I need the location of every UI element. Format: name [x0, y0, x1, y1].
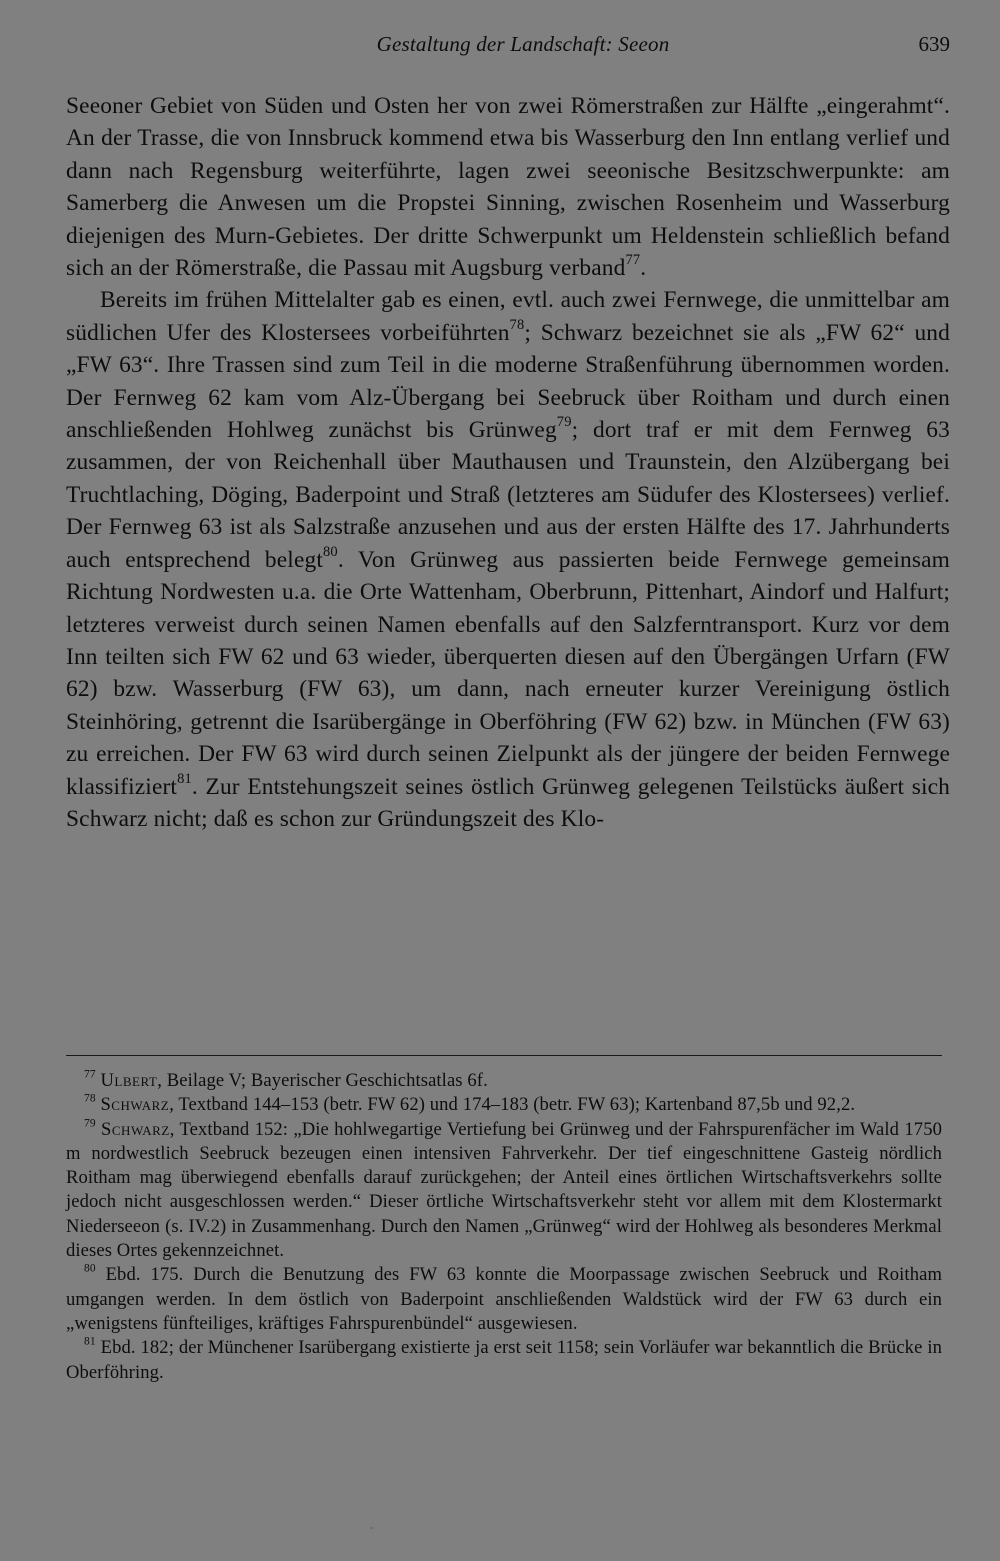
- footnote-ref-80: 80: [323, 543, 338, 560]
- paragraph-1: [66, 90, 950, 284]
- footnote-ref-81: 81: [177, 770, 192, 787]
- footnote-ref-79: 79: [556, 414, 572, 431]
- paragraph-2-text-a: Bereits im frühen Mittelalter gab es einen, evtl. auch zwei Fernwege, die unmittelbar am südlichen Ufer des Klostersees vorbeiführten: [66, 287, 950, 346]
- footnote-text: , Beilage V; Bayerischer Geschichtsatlas 6f.: [157, 1070, 488, 1091]
- paragraph-1-text: Seeoner Gebiet von Süden und Osten her von zwei Römerstraßen zur Hälfte „eingerahmt“. An der Trasse, die von Innsbruck kommend etwa bis Wasserburg den Inn entlang verlief und dann nach Regensburg weiterführte, lagen zwei seeonische Besitzschwerpunkte: am Samerberg die Anwesen um die Propstei Sinning, zwischen Rosenheim und Wasserburg diejenigen des Murn-Gebietes. Der dritte Schwerpunkt um Heldenstein schließlich befand sich an der Römerstraße, die Passau mit Augsburg verband: [66, 93, 950, 282]
- footnote-80: [66, 1263, 942, 1336]
- footnote-author: Schwarz: [101, 1118, 170, 1140]
- footnote-number: 78: [84, 1092, 96, 1105]
- paragraph-2-text-c: ; dort traf er mit dem Fernweg 63 zusammen, der von Reichenhall über Mauthausen und Traunstein, den Alzübergang bei Truchtlaching, Döging, Baderpoint und Straß (letzteres am Südufer des Klostersees) verlief. Der Fernweg 63 ist als Salzstraße anzusehen und aus der ersten Hälfte des 17. Jahrhunderts auch entsprechend belegt: [66, 417, 950, 573]
- paragraph-2-text-b: ; Schwarz bezeichnet sie als „FW 62“ und „FW 63“. Ihre Trassen sind zum Teil in die moderne Straßenführung übernommen worden. Der Fernweg 62 kam vom Alz-Übergang bei Seebruck über Roitham und durch einen anschließenden Hohlweg zunächst bis Grünweg: [66, 319, 950, 444]
- footnote-author: Ulbert: [100, 1070, 158, 1091]
- footnote-79: [66, 1118, 942, 1264]
- paragraph-1-text-end: .: [640, 255, 647, 282]
- footnote-text: Ebd. 182; der Münchener Isarübergang existierte ja erst seit 1158; sein Vorläufer war bekanntlich die Brücke in Oberföhring.: [66, 1337, 942, 1383]
- running-title: Gestaltung der Landschaft: Seeon: [376, 32, 670, 56]
- footnote-ref-77: 77: [625, 252, 641, 269]
- paragraph-2: [66, 284, 950, 835]
- footnote-81: [66, 1336, 942, 1385]
- footnote-text: , Textband 144–153 (betr. FW 62) und 174–183 (betr. FW 63); Kartenband 87,5b und 92,2.: [169, 1094, 856, 1116]
- paragraph-2-text-e: . Zur Entstehungszeit seines östlich Grünweg gelegenen Teilstücks äußert sich Schwarz nicht; daß es schon zur Gründungszeit des Klo-: [66, 773, 950, 832]
- running-head: [66, 32, 950, 62]
- footnote-text: , Textband 152: „Die hohlwegartige Vertiefung bei Grünweg und der Fahrspurenfächer im Wald 1750 m nordwestlich Seebruck bezeugen einen intensiven Fahrverkehr. Der tief eingeschnittene Gasteig nördlich Roitham mag überwiegend ebenfalls darauf zurückgehen; der Anteil eines örtlichen Wirtschaftsverkehrs sollte jedoch nicht ausgeschlossen werden.“ Dieser örtliche Wirtschaftsverkehr steht vor allem mit dem Klostermarkt Niederseeon (s. IV.2) in Zusammenhang. Durch den Namen „Grünweg“ wird der Hohlweg als besonderes Merkmal dieses Ortes gekennzeichnet.: [66, 1118, 942, 1262]
- scan-speck: [370, 1527, 373, 1529]
- footnote-number: 80: [84, 1262, 96, 1275]
- page-number: 639: [918, 32, 950, 56]
- footnote-text: Ebd. 175. Durch die Benutzung des FW 63 konnte die Moorpassage zwischen Seebruck und Roitham umgangen werden. In dem östlich von Baderpoint anschließenden Waldstück wird der FW 63 durch ein „wenigstens fünfteiliges, kräftiges Fahrspurenbündel“ ausgewiesen.: [66, 1264, 943, 1334]
- footnote-separator: [66, 1055, 942, 1056]
- footnote-77: [66, 1069, 942, 1093]
- footnotes: [66, 1069, 942, 1385]
- footnote-78: [66, 1093, 942, 1117]
- footnote-author: Schwarz: [100, 1094, 170, 1116]
- footnote-ref-78: 78: [509, 316, 525, 333]
- body-text: [66, 90, 950, 835]
- footnote-number: 77: [84, 1068, 96, 1081]
- footnote-number: 79: [84, 1116, 96, 1129]
- footnote-number: 81: [84, 1335, 96, 1348]
- paragraph-2-text-d: . Von Grünweg aus passierten beide Fernwege gemeinsam Richtung Nordwesten u.a. die Orte Wattenham, Oberbrunn, Pittenhart, Aindorf und Halfurt; letzteres verweist durch seinen Namen ebenfalls auf den Salzferntransport. Kurz vor dem Inn teilten sich FW 62 und 63 wieder, überquerten diesen auf den Übergängen Urfarn (FW 62) bzw. Wasserburg (FW 63), um dann, nach erneuter kurzer Vereinigung östlich Steinhöring, getrennt die Isarübergänge in Oberföhring (FW 62) bzw. in München (FW 63) zu erreichen. Der FW 63 wird durch seinen Zielpunkt als der jüngere der beiden Fernwege klassifiziert: [66, 546, 951, 800]
